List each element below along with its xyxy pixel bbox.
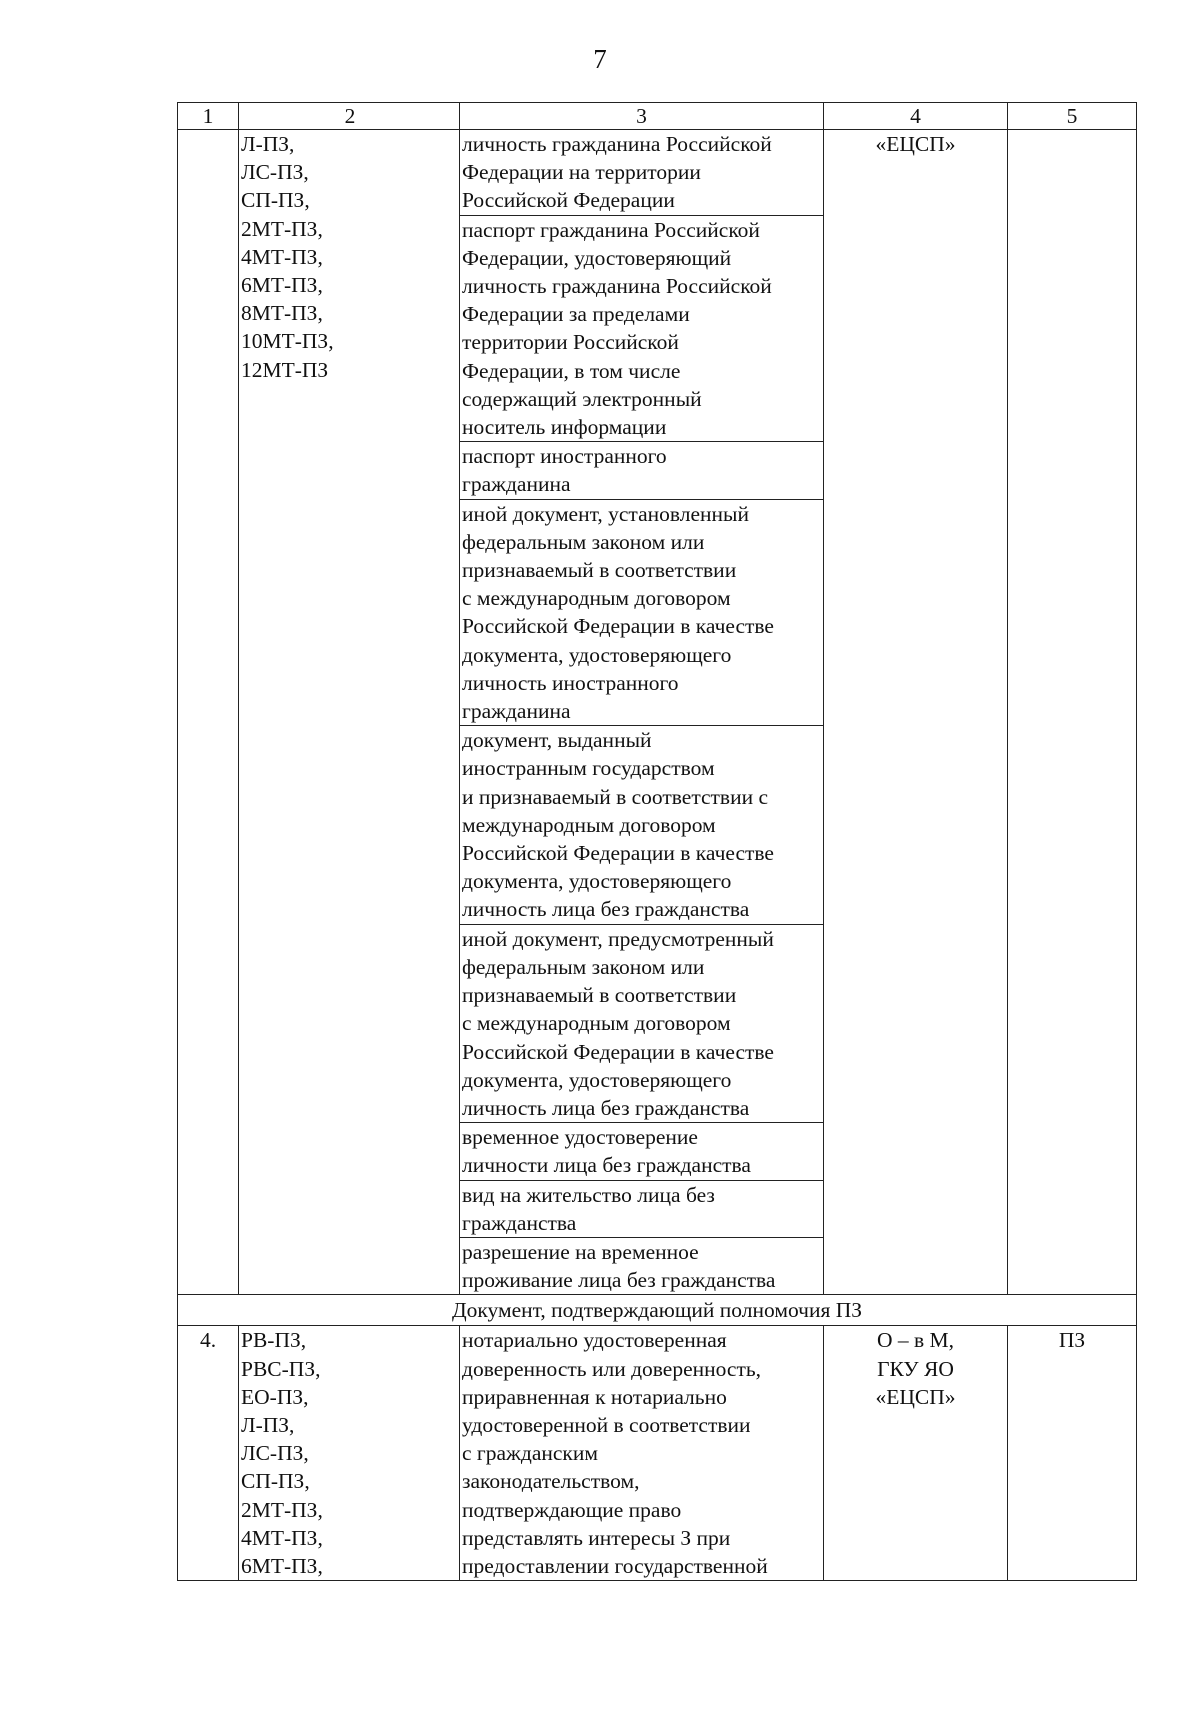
text-line: федеральным законом или <box>462 529 705 554</box>
text-line: 2МТ-ПЗ, <box>241 1497 323 1522</box>
document-item <box>460 215 823 442</box>
text-line: «ЕЦСП» <box>875 1384 956 1409</box>
text-line: представлять интересы З при <box>462 1525 731 1550</box>
text-line: документа, удостоверяющего <box>462 869 732 894</box>
text-line: Российской Федерации в качестве <box>462 614 774 639</box>
text-line: личность гражданина Российской <box>462 132 772 156</box>
text-line: Федерации за пределами <box>462 302 690 327</box>
text-line: международным договором <box>462 812 716 837</box>
text-line: 6МТ-ПЗ, <box>241 1553 323 1578</box>
text-line: разрешение на временное <box>462 1239 699 1264</box>
text-line: паспорт гражданина Российской <box>462 217 760 242</box>
text-line: иной документ, предусмотренный <box>462 926 774 951</box>
text-line: паспорт иностранного <box>462 444 667 469</box>
text-line: ЛС-ПЗ, <box>241 1441 309 1466</box>
text-line: с международным договором <box>462 586 731 611</box>
text-line: содержащий электронный <box>462 386 702 411</box>
document-item <box>460 130 823 215</box>
text-line: СП-ПЗ, <box>241 1469 310 1494</box>
text-line: удостоверенной в соответствии <box>462 1412 751 1437</box>
text-line: Федерации на территории <box>462 160 701 185</box>
text-line: Федерации, в том числе <box>462 358 681 383</box>
page-number: 7 <box>593 44 607 74</box>
text-line: Российской Федерации <box>462 188 675 213</box>
text-line: личность лица без гражданства <box>462 1095 750 1120</box>
text-line: 10МТ-ПЗ, <box>241 329 334 354</box>
text-line: СП-ПЗ, <box>241 188 310 213</box>
text-line: документа, удостоверяющего <box>462 1067 732 1092</box>
header-col-5: 5 <box>1008 103 1137 130</box>
provider-cell <box>824 1326 1008 1581</box>
text-line: Российской Федерации в качестве <box>462 841 774 866</box>
document-item <box>460 725 823 923</box>
text-line: личности лица без гражданства <box>462 1153 751 1178</box>
document-item <box>460 441 823 498</box>
text-line: ЕО-ПЗ, <box>241 1384 309 1409</box>
text-line: 6МТ-ПЗ, <box>241 273 323 298</box>
header-col-4: 4 <box>824 103 1008 130</box>
text-line: Российской Федерации в качестве <box>462 1039 774 1064</box>
text-line: признаваемый в соответствии <box>462 983 737 1008</box>
row-number-cell <box>178 130 239 1295</box>
text-line: предоставлении государственной <box>462 1553 768 1578</box>
text-line: с гражданским <box>462 1441 598 1466</box>
text-line: О – в М, <box>876 1328 955 1353</box>
header-col-1: 1 <box>178 103 239 130</box>
provider-cell <box>824 130 1008 1295</box>
submitter-cell <box>1008 1326 1137 1581</box>
text-line: федеральным законом или <box>462 954 705 979</box>
submitter-list <box>1008 1326 1136 1354</box>
text-line: личность иностранного <box>462 670 679 695</box>
text-line: приравненная к нотариально <box>462 1384 727 1409</box>
text-line: гражданина <box>462 699 571 724</box>
text-line: личность гражданина Российской <box>462 274 772 299</box>
text-line: документ, выданный <box>462 728 652 753</box>
text-line: доверенность или доверенность, <box>462 1356 762 1381</box>
forms-cell <box>239 1326 460 1581</box>
forms-list <box>241 1326 459 1580</box>
provider-list <box>824 130 1007 158</box>
document-item <box>460 1122 823 1179</box>
text-line: с международным договором <box>462 1011 731 1036</box>
section-title: Документ, подтверждающий полномочия ПЗ <box>178 1295 1137 1326</box>
text-line: признаваемый в соответствии <box>462 558 737 583</box>
text-line: 12МТ-ПЗ <box>241 357 329 382</box>
header-col-3: 3 <box>460 103 824 130</box>
text-line: вид на жительство лица без <box>462 1182 715 1207</box>
text-line: ГКУ ЯО <box>877 1356 954 1381</box>
documents-list <box>462 1326 823 1580</box>
text-line: 4МТ-ПЗ, <box>241 244 323 269</box>
text-line: 8МТ-ПЗ, <box>241 301 323 326</box>
section-row <box>178 1295 1137 1326</box>
text-line: нотариально удостоверенная <box>462 1328 727 1353</box>
text-line: «ЕЦСП» <box>875 132 956 156</box>
text-line: проживание лица без гражданства <box>462 1268 776 1293</box>
text-line: гражданства <box>462 1210 577 1235</box>
table-row-4 <box>178 1326 1137 1581</box>
provider-list <box>824 1326 1007 1411</box>
text-line: подтверждающие право <box>462 1497 682 1522</box>
text-line: гражданина <box>462 472 571 497</box>
text-line: личность лица без гражданства <box>462 897 750 922</box>
text-line: 4МТ-ПЗ, <box>241 1525 323 1550</box>
text-line: иной документ, установленный <box>462 501 749 526</box>
forms-cell <box>239 130 460 1295</box>
text-line: законодательством, <box>462 1469 640 1494</box>
text-line: Л-ПЗ, <box>241 1412 295 1437</box>
text-line: 2МТ-ПЗ, <box>241 216 323 241</box>
row-number-cell: 4. <box>178 1326 239 1581</box>
text-line: ПЗ <box>1058 1328 1086 1353</box>
text-line: РВС-ПЗ, <box>241 1356 321 1381</box>
text-line: временное удостоверение <box>462 1125 698 1150</box>
text-line: Федерации, удостоверяющий <box>462 245 732 270</box>
documents-cell <box>460 1326 824 1581</box>
document-item <box>460 1180 823 1237</box>
header-col-2: 2 <box>239 103 460 130</box>
documents-list <box>460 130 823 1294</box>
submitter-cell <box>1008 130 1137 1295</box>
text-line: документа, удостоверяющего <box>462 642 732 667</box>
document-item <box>460 924 823 1122</box>
document-table <box>177 102 1137 1581</box>
document-item <box>460 499 823 726</box>
text-line: носитель информации <box>462 415 667 440</box>
forms-list <box>241 130 459 384</box>
text-line: РВ-ПЗ, <box>241 1328 307 1353</box>
text-line: иностранным государством <box>462 756 715 781</box>
text-line: ЛС-ПЗ, <box>241 160 309 185</box>
table-header-row <box>178 103 1137 130</box>
text-line: и признаваемый в соответствии с <box>462 784 768 809</box>
table-row-continued <box>178 130 1137 1295</box>
document-item <box>460 1237 823 1294</box>
text-line: территории Российской <box>462 330 679 355</box>
documents-cell <box>460 130 824 1295</box>
text-line: Л-ПЗ, <box>241 132 295 156</box>
